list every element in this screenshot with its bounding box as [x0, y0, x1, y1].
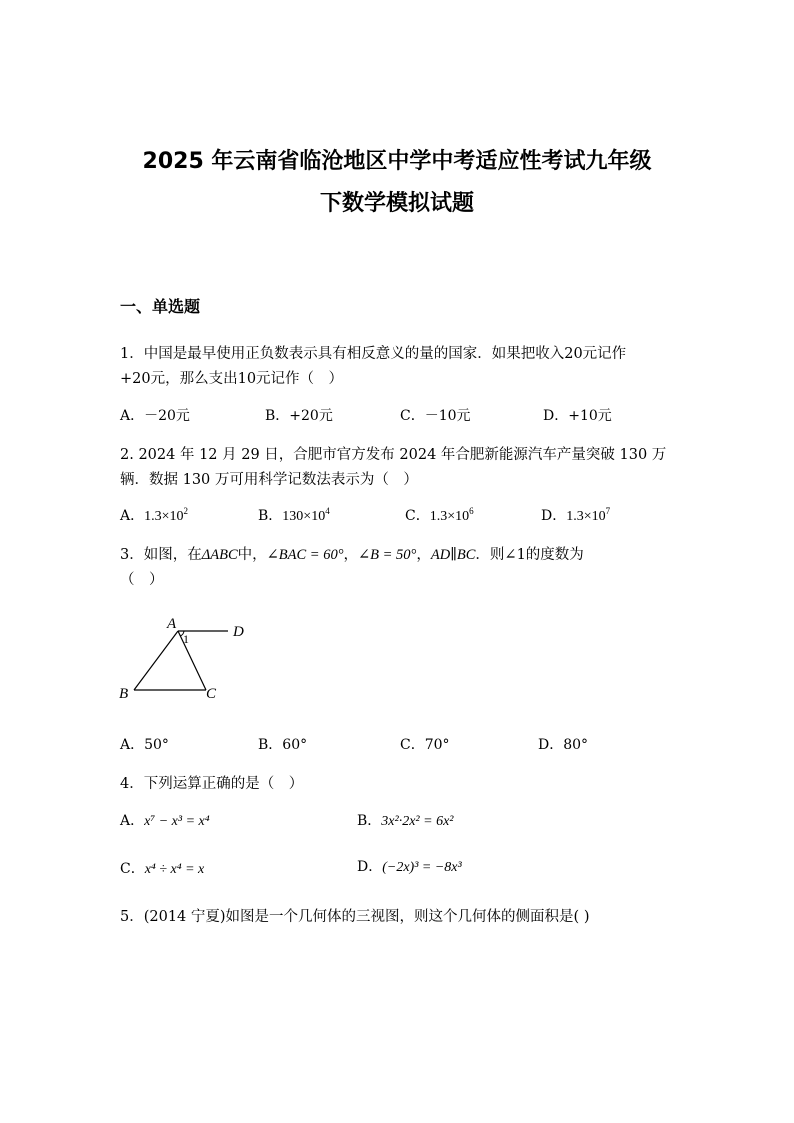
question-3-option-d: D．80°: [538, 737, 589, 753]
triangle-figure: [116, 612, 256, 702]
page-title-line-1: 2025 年云南省临沧地区中学中考适应性考试九年级: [142, 149, 652, 174]
label-b: B: [119, 686, 129, 702]
question-1-line-2: +20元，那么支出10元记作（ ）: [120, 371, 344, 387]
question-4-option-c: C．x⁴ ÷ x⁴ = x: [120, 861, 205, 877]
side-ab: [134, 631, 178, 690]
question-2-line-1: 2. 2024 年 12 月 29 日，合肥市官方发布 2024 年合肥新能源汽车产量突破 130 万: [120, 447, 667, 463]
label-d: D: [233, 624, 244, 640]
question-1-option-c: C．－10元: [400, 408, 471, 424]
question-1-option-d: D．+10元: [543, 408, 612, 424]
question-2-line-2: 辆．数据 130 万可用科学记数法表示为（ ）: [120, 472, 418, 488]
label-a: A: [167, 616, 177, 632]
question-2-option-a: A．$1.3\times 10^2$: [120, 506, 189, 524]
question-2-option-b: B．$130\times 10^4$: [258, 506, 330, 524]
question-4-option-a: A．x⁷ − x³ = x⁴: [120, 813, 210, 829]
question-3-line-1: 3．如图，在ΔABC中，∠BAC = 60°，∠B = 50°，AD∥BC．则∠1的度数为: [120, 547, 584, 563]
question-3-option-a: A．50°: [120, 737, 169, 753]
question-3-option-c: C．70°: [400, 737, 450, 753]
question-2-option-d: D．$1.3\times 10^7$: [541, 506, 611, 524]
question-1-option-a: A．－20元: [120, 408, 190, 424]
question-4-option-d: D．(−2x)³ = −8x³: [357, 859, 462, 875]
page-title-line-2: 下数学模拟试题: [319, 191, 474, 216]
question-1-line-1: 1．中国是最早使用正负数表示具有相反意义的量的国家．如果把收入20元记作: [120, 346, 627, 362]
question-3-option-b: B．60°: [258, 737, 308, 753]
label-angle-1: 1: [183, 632, 189, 646]
question-4-text: 4．下列运算正确的是（ ）: [120, 776, 304, 792]
question-4-option-b: B．3x²·2x² = 6x²: [357, 813, 454, 829]
question-2-option-c: C．$1.3\times 10^6$: [405, 506, 474, 524]
section-heading: 一、单选题: [120, 297, 201, 316]
question-5-text: 5．(2014 宁夏)如图是一个几何体的三视图，则这个几何体的侧面积是( ): [120, 909, 590, 925]
question-1-option-b: B．+20元: [265, 408, 333, 424]
question-3-line-2: （ ）: [120, 572, 164, 588]
label-c: C: [206, 686, 217, 702]
